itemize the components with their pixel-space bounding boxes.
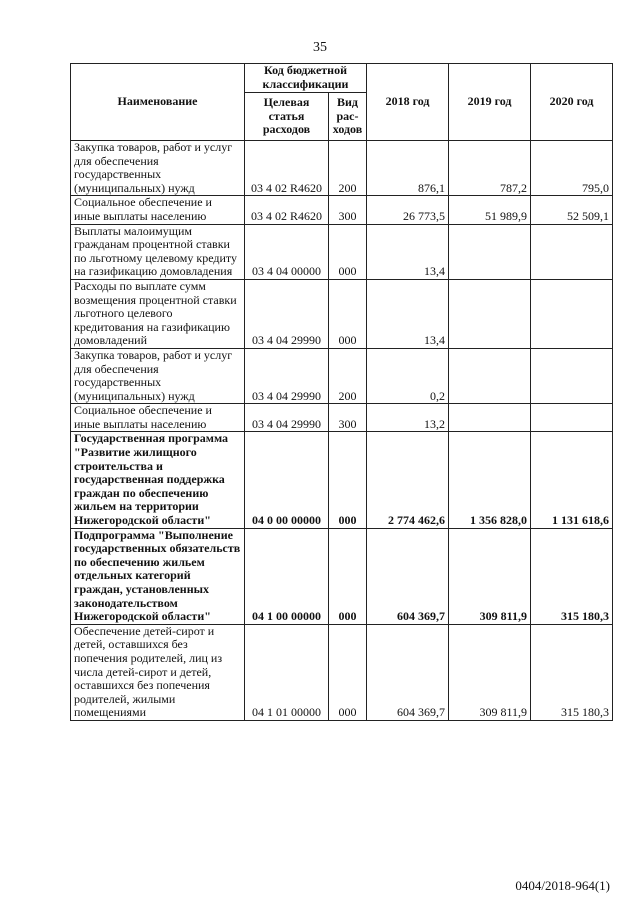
row-expense-type: 300 <box>329 196 367 224</box>
row-expense-type: 000 <box>329 279 367 348</box>
table-row <box>71 224 613 279</box>
row-value-2018: 13,4 <box>367 279 449 348</box>
row-name: Закупка товаров, работ и услуг для обеспечения государственных (муниципальных) нужд <box>71 141 245 196</box>
row-value-2018: 604 369,7 <box>367 528 449 624</box>
budget-table <box>70 63 613 721</box>
row-name: Выплаты малоимущим гражданам процентной ставки по льготному целевому кредиту на газификацию домовладения <box>71 224 245 279</box>
table-row <box>71 404 613 432</box>
row-value-2019: 1 356 828,0 <box>449 432 531 528</box>
table-row <box>71 528 613 624</box>
row-value-2018: 13,4 <box>367 224 449 279</box>
row-value-2018: 876,1 <box>367 141 449 196</box>
row-value-2020 <box>531 404 613 432</box>
row-value-2018: 2 774 462,6 <box>367 432 449 528</box>
header-name: Наименование <box>71 64 245 141</box>
row-value-2020 <box>531 224 613 279</box>
document-code: 0404/2018-964(1) <box>515 878 610 893</box>
row-value-2019 <box>449 404 531 432</box>
row-target-code: 04 1 01 00000 <box>245 624 329 720</box>
header-2018: 2018 год <box>367 64 449 141</box>
table-header <box>71 64 613 141</box>
row-name: Расходы по выплате сумм возмещения процентной ставки льготного целевого кредитования на газификацию домовладений <box>71 279 245 348</box>
table-row <box>71 196 613 224</box>
table-row <box>71 432 613 528</box>
row-target-code: 03 4 02 R4620 <box>245 196 329 224</box>
row-value-2018: 604 369,7 <box>367 624 449 720</box>
row-name: Социальное обеспечение и иные выплаты населению <box>71 404 245 432</box>
row-name: Подпрограмма "Выполнение государственных обязательств по обеспечению жильем отдельных категорий граждан, установленных законодательством Нижегородской области" <box>71 528 245 624</box>
header-2020: 2020 год <box>531 64 613 141</box>
row-value-2020: 52 509,1 <box>531 196 613 224</box>
row-value-2020: 315 180,3 <box>531 624 613 720</box>
table-row <box>71 141 613 196</box>
row-expense-type: 000 <box>329 624 367 720</box>
row-value-2019: 51 989,9 <box>449 196 531 224</box>
row-target-code: 04 1 00 00000 <box>245 528 329 624</box>
row-expense-type: 000 <box>329 432 367 528</box>
row-value-2020: 1 131 618,6 <box>531 432 613 528</box>
row-target-code: 04 0 00 00000 <box>245 432 329 528</box>
row-target-code: 03 4 04 29990 <box>245 279 329 348</box>
row-target-code: 03 4 04 29990 <box>245 348 329 403</box>
row-value-2019: 787,2 <box>449 141 531 196</box>
row-value-2019: 309 811,9 <box>449 624 531 720</box>
row-name: Социальное обеспечение и иные выплаты населению <box>71 196 245 224</box>
row-value-2018: 0,2 <box>367 348 449 403</box>
row-value-2020 <box>531 279 613 348</box>
row-expense-type: 000 <box>329 528 367 624</box>
row-value-2019 <box>449 279 531 348</box>
header-target-article: Целевая статья расходов <box>245 93 329 141</box>
row-target-code: 03 4 04 29990 <box>245 404 329 432</box>
row-value-2018: 13,2 <box>367 404 449 432</box>
row-value-2020 <box>531 348 613 403</box>
row-expense-type: 000 <box>329 224 367 279</box>
row-value-2019 <box>449 224 531 279</box>
table-row <box>71 624 613 720</box>
row-value-2018: 26 773,5 <box>367 196 449 224</box>
header-expense-type: Вид рас-ходов <box>329 93 367 141</box>
row-name: Закупка товаров, работ и услуг для обеспечения государственных (муниципальных) нужд <box>71 348 245 403</box>
row-value-2019: 309 811,9 <box>449 528 531 624</box>
row-expense-type: 200 <box>329 348 367 403</box>
header-2019: 2019 год <box>449 64 531 141</box>
row-expense-type: 200 <box>329 141 367 196</box>
row-target-code: 03 4 02 R4620 <box>245 141 329 196</box>
table-row <box>71 348 613 403</box>
row-value-2020: 795,0 <box>531 141 613 196</box>
row-name: Обеспечение детей-сирот и детей, оставшихся без попечения родителей, лиц из числа детей-сирот и детей, оставшихся без попечения родителей, жилыми помещениями <box>71 624 245 720</box>
row-value-2020: 315 180,3 <box>531 528 613 624</box>
table-body <box>71 141 613 721</box>
row-target-code: 03 4 04 00000 <box>245 224 329 279</box>
header-classification: Код бюджетной классификации <box>245 64 367 93</box>
row-expense-type: 300 <box>329 404 367 432</box>
table-row <box>71 279 613 348</box>
row-value-2019 <box>449 348 531 403</box>
row-name: Государственная программа "Развитие жилищного строительства и государственная поддержка граждан по обеспечению жильем на территории Нижегородской области" <box>71 432 245 528</box>
page-number: 35 <box>313 40 327 55</box>
